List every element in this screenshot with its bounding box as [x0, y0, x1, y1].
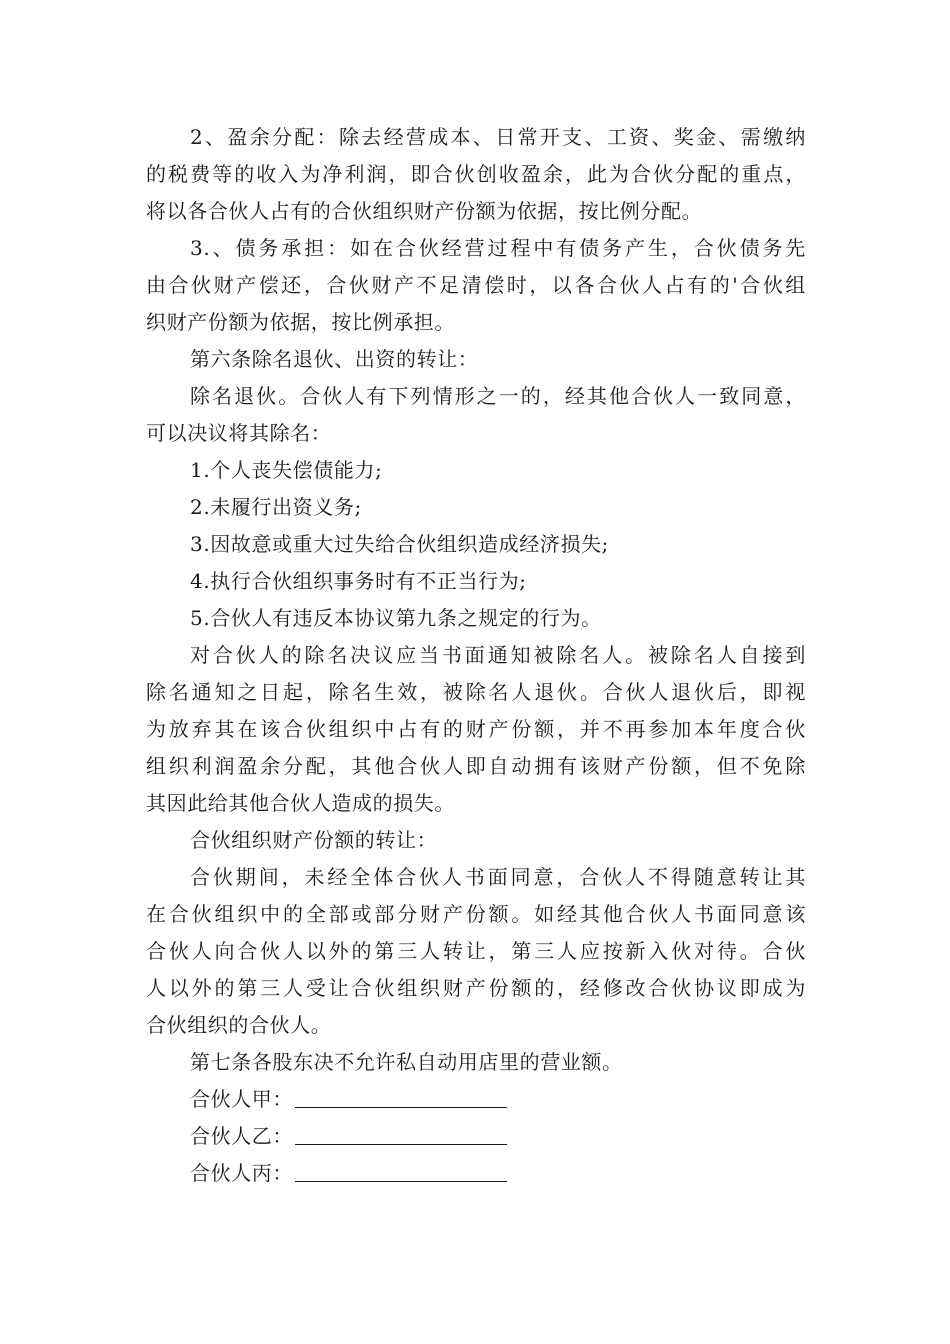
list-item: 3.因故意或重大过失给合伙组织造成经济损失; [190, 532, 610, 556]
text-line: 织财产份额为依据，按比例承担。 [146, 310, 455, 334]
text-line: 第七条各股东决不允许私自动用店里的营业额。 [190, 1050, 623, 1074]
signature-label: 合伙人丙： [190, 1161, 293, 1185]
list-item: 1.个人丧失偿债能力; [190, 458, 383, 482]
text-line: 组织利润盈余分配，其他合伙人即自动拥有该财产份额，但不免除 [146, 754, 806, 778]
text-line: 将以各合伙人占有的合伙组织财产份额为依据，按比例分配。 [146, 199, 703, 223]
text-line: 第六条除名退伙、出资的转让： [190, 347, 479, 371]
article-seven [146, 1044, 806, 1081]
text-line: 人以外的第三人受让合伙组织财产份额的，经修改合伙协议即成为 [146, 976, 806, 1000]
signature-field[interactable] [295, 1126, 507, 1145]
text-line: 合伙期间，未经全体合伙人书面同意，合伙人不得随意转让其 [190, 865, 806, 889]
text-line: 合伙人向合伙人以外的第三人转让，第三人应按新入伙对待。合伙 [146, 939, 806, 963]
text-line: 的税费等的收入为净利润，即合伙创收盈余，此为合伙分配的重点， [146, 162, 806, 186]
text-line: 3.、债务承担：如在合伙经营过程中有债务产生，合伙债务先 [190, 236, 806, 260]
text-line: 除名退伙。合伙人有下列情形之一的，经其他合伙人一致同意， [190, 384, 806, 408]
signature-line-partner-b [146, 1118, 806, 1155]
share-transfer-heading [146, 822, 806, 859]
text-line: 除名通知之日起，除名生效，被除名人退伙。合伙人退伙后，即视 [146, 680, 806, 704]
list-item: 5.合伙人有违反本协议第九条之规定的行为。 [190, 606, 602, 630]
signature-line-partner-a [146, 1081, 806, 1118]
signature-field[interactable] [295, 1163, 507, 1182]
text-line: 其因此给其他合伙人造成的损失。 [146, 791, 455, 815]
expulsion-conditions-list [146, 452, 806, 637]
text-line: 对合伙人的除名决议应当书面通知被除名人。被除名人自接到 [190, 643, 806, 667]
document-body [146, 119, 806, 1192]
signature-label: 合伙人乙： [190, 1124, 293, 1148]
text-line: 由合伙财产偿还，合伙财产不足清偿时，以各合伙人占有的'合伙组 [146, 273, 806, 297]
text-line: 为放弃其在该合伙组织中占有的财产份额，并不再参加本年度合伙 [146, 717, 806, 741]
text-line: 合伙组织财产份额的转让： [190, 828, 438, 852]
text-line: 可以决议将其除名： [146, 421, 332, 445]
text-line: 合伙组织的合伙人。 [146, 1013, 332, 1037]
paragraph-expulsion-notice [146, 637, 806, 822]
signature-label: 合伙人甲： [190, 1087, 293, 1111]
article-six-heading [146, 341, 806, 378]
text-line: 在合伙组织中的全部或部分财产份额。如经其他合伙人书面同意该 [146, 902, 806, 926]
signature-line-partner-c [146, 1155, 806, 1192]
signature-block [146, 1081, 806, 1192]
text-line: 2、盈余分配：除去经营成本、日常开支、工资、奖金、需缴纳 [190, 125, 806, 149]
paragraph-profit-distribution [146, 119, 806, 230]
paragraph-share-transfer [146, 859, 806, 1044]
signature-field[interactable] [295, 1089, 507, 1108]
list-item: 4.执行合伙组织事务时有不正当行为; [190, 569, 527, 593]
paragraph-expulsion [146, 378, 806, 452]
list-item: 2.未履行出资义务; [190, 495, 362, 519]
paragraph-debt-bearing [146, 230, 806, 341]
